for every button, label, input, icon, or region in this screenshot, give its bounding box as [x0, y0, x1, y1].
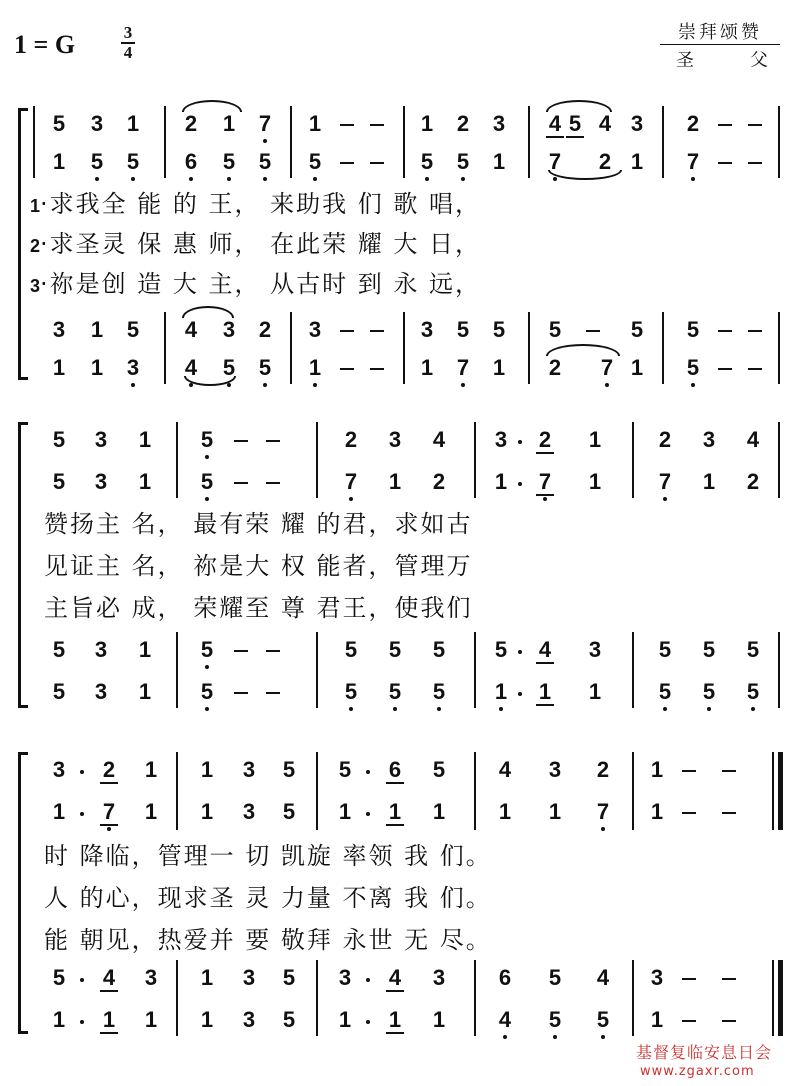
note: 6: [386, 758, 404, 784]
note: 1: [308, 111, 322, 136]
note: 3: [242, 1007, 256, 1032]
note: 3: [630, 111, 644, 136]
hold-dash: [748, 124, 762, 126]
final-barline-thick: [778, 960, 783, 1036]
note: 5: [282, 799, 296, 824]
note: 3: [94, 469, 108, 494]
lyric-line: 3·祢是创 造 大 主， 从古时 到 永 远，: [30, 270, 482, 298]
hold-dash: [722, 978, 736, 980]
note: 5: [630, 317, 644, 342]
barline: [474, 422, 476, 498]
note: 3: [420, 317, 434, 342]
note: 2: [100, 758, 118, 784]
note: 5: [52, 111, 66, 136]
note: 1: [548, 799, 562, 824]
note: 1: [52, 149, 66, 174]
note: 2: [258, 317, 272, 342]
note: 5: [546, 1008, 564, 1032]
note: 2: [548, 355, 562, 380]
note: 5: [198, 470, 216, 494]
brace-cap-bottom: [18, 1031, 28, 1034]
note: 4: [182, 356, 200, 380]
note: 3: [52, 757, 66, 782]
hold-dash: [266, 650, 280, 652]
note: 3: [702, 427, 716, 452]
note: 1: [702, 469, 716, 494]
system-brace: [18, 108, 21, 380]
note: 1: [338, 799, 352, 824]
note: 1: [138, 637, 152, 662]
note: 1: [650, 757, 664, 782]
note: 6: [498, 965, 512, 990]
note: 3: [124, 356, 142, 380]
verse-number: 3: [30, 276, 41, 296]
barline: [632, 422, 634, 498]
hold-dash: [340, 368, 354, 370]
note: 5: [198, 638, 216, 662]
note: 4: [100, 966, 118, 992]
brace-cap-bottom: [18, 705, 28, 708]
note: 3: [338, 965, 352, 990]
final-barline-thick: [778, 752, 783, 830]
note: 5: [52, 679, 66, 704]
note: 4: [432, 427, 446, 452]
note: 1: [100, 1008, 118, 1034]
note: 5: [388, 637, 402, 662]
note: 4: [498, 757, 512, 782]
note: 5: [282, 1007, 296, 1032]
barline: [164, 106, 166, 178]
note: 5: [344, 637, 358, 662]
note: 1: [432, 1007, 446, 1032]
note: 3: [588, 637, 602, 662]
note: 5: [198, 680, 216, 704]
note: 2: [686, 111, 700, 136]
lyric-text: 求我全 能 的 王， 来助我 们 歌 唱，: [49, 190, 482, 218]
barline: [778, 312, 780, 384]
hold-dash: [370, 330, 384, 332]
note: 2: [746, 469, 760, 494]
note: 3: [94, 679, 108, 704]
note: 1: [420, 355, 434, 380]
hold-dash: [234, 440, 248, 442]
note: 1: [52, 799, 66, 824]
brace-cap-top: [18, 422, 28, 425]
lyric-line: 2·求圣灵 保 惠 师， 在此荣 耀 大 日，: [30, 230, 482, 258]
note: 2: [344, 427, 358, 452]
barline: [316, 960, 318, 1036]
augmentation-dot: [366, 978, 370, 982]
note: 5: [52, 427, 66, 452]
barline: [403, 312, 405, 384]
note: 5: [700, 680, 718, 704]
note: 1: [388, 469, 402, 494]
time-signature-top: 3: [123, 23, 133, 42]
note: 3: [492, 111, 506, 136]
note: 2: [432, 469, 446, 494]
note: 5: [52, 469, 66, 494]
note: 5: [566, 112, 584, 138]
hold-dash: [722, 812, 736, 814]
note: 4: [546, 112, 564, 138]
note: 3: [242, 799, 256, 824]
note: 1: [588, 469, 602, 494]
note: 5: [220, 356, 238, 380]
note: 3: [308, 317, 322, 342]
hold-dash: [682, 812, 696, 814]
note: 5: [124, 150, 142, 174]
note: 5: [684, 356, 702, 380]
hold-dash: [718, 162, 732, 164]
note: 1: [492, 355, 506, 380]
note: 5: [432, 637, 446, 662]
hold-dash: [722, 1020, 736, 1022]
hold-dash: [370, 124, 384, 126]
augmentation-dot: [518, 692, 522, 696]
note: 3: [432, 965, 446, 990]
barline: [778, 422, 780, 498]
system-brace: [18, 422, 21, 708]
note: 3: [242, 757, 256, 782]
lyric-line: 人 的心，现求圣 灵 力量 不离 我 们。: [44, 884, 492, 912]
note: 1: [90, 355, 104, 380]
barline: [528, 312, 530, 384]
note: 2: [658, 427, 672, 452]
note: 5: [702, 637, 716, 662]
barline: [316, 752, 318, 830]
note: 5: [658, 637, 672, 662]
note: 5: [256, 356, 274, 380]
note: 4: [386, 966, 404, 992]
verse-number: 1: [30, 196, 41, 216]
barline: [662, 312, 664, 384]
note: 5: [386, 680, 404, 704]
note: 1: [650, 1007, 664, 1032]
note: 7: [598, 356, 616, 380]
barline: [176, 752, 178, 830]
barline: [632, 960, 634, 1036]
barline: [33, 106, 35, 178]
key-signature: 1 = G: [14, 30, 76, 59]
barline: [632, 752, 634, 830]
time-signature-bottom: 4: [123, 43, 133, 62]
augmentation-dot: [366, 770, 370, 774]
note: 1: [492, 149, 506, 174]
lyric-line: 主旨必 成， 荣耀至 尊 君王，使我们: [44, 594, 473, 622]
note: 1: [588, 427, 602, 452]
note: 1: [52, 355, 66, 380]
note: 1: [144, 757, 158, 782]
hold-dash: [586, 330, 600, 332]
lyric-line: 时 降临，管理一 切 凯旋 率领 我 们。: [44, 842, 492, 870]
brace-cap-top: [18, 108, 28, 111]
barline: [403, 106, 405, 178]
note: 3: [144, 965, 158, 990]
note: 1: [90, 317, 104, 342]
subtitle-right: 父: [750, 50, 768, 71]
note: 2: [184, 111, 198, 136]
note: 7: [684, 150, 702, 174]
note: 1: [498, 799, 512, 824]
note: 1: [338, 1007, 352, 1032]
hold-dash: [370, 162, 384, 164]
note: 4: [598, 111, 612, 136]
note: 6: [182, 150, 200, 174]
note: 5: [454, 150, 472, 174]
augmentation-dot: [518, 482, 522, 486]
barline: [778, 632, 780, 708]
hold-dash: [748, 368, 762, 370]
note: 4: [596, 965, 610, 990]
note: 5: [256, 150, 274, 174]
barline: [474, 752, 476, 830]
note: 5: [456, 317, 470, 342]
hold-dash: [234, 692, 248, 694]
note: 4: [746, 427, 760, 452]
note: 4: [496, 1008, 514, 1032]
note: 5: [88, 150, 106, 174]
note: 5: [52, 637, 66, 662]
note: 3: [242, 965, 256, 990]
augmentation-dot: [366, 812, 370, 816]
note: 5: [282, 757, 296, 782]
note: 3: [222, 317, 236, 342]
note: 4: [184, 317, 198, 342]
augmentation-dot: [518, 650, 522, 654]
note: 3: [548, 757, 562, 782]
note: 5: [338, 757, 352, 782]
hold-dash: [370, 368, 384, 370]
barline: [662, 106, 664, 178]
hold-dash: [234, 482, 248, 484]
note: 1: [536, 680, 554, 706]
note: 5: [548, 317, 562, 342]
note: 1: [126, 111, 140, 136]
note: 7: [594, 800, 612, 824]
note: 1: [138, 427, 152, 452]
note: 1: [630, 149, 644, 174]
note: 1: [630, 355, 644, 380]
barline: [528, 106, 530, 178]
note: 3: [94, 427, 108, 452]
note: 3: [94, 637, 108, 662]
augmentation-dot: [80, 812, 84, 816]
note: 1: [138, 679, 152, 704]
note: 1: [420, 111, 434, 136]
note: 5: [342, 680, 360, 704]
lyric-line: 赞扬主 名， 最有荣 耀 的君，求如古: [44, 510, 473, 538]
note: 5: [430, 680, 448, 704]
note: 7: [546, 150, 564, 174]
barline: [474, 632, 476, 708]
hold-dash: [340, 162, 354, 164]
lyric-line: 能 朝见，热爱并 要 敬拜 永世 无 尽。: [44, 926, 492, 954]
augmentation-dot: [80, 978, 84, 982]
barline: [632, 632, 634, 708]
final-barline-thin: [772, 752, 774, 830]
subtitle-left: 圣: [676, 50, 694, 71]
hold-dash: [340, 330, 354, 332]
brace-cap-top: [18, 752, 28, 755]
hold-dash: [682, 978, 696, 980]
hold-dash: [748, 162, 762, 164]
note: 5: [686, 317, 700, 342]
note: 7: [100, 800, 118, 826]
note: 2: [536, 428, 554, 454]
note: 7: [454, 356, 472, 380]
note: 1: [200, 1007, 214, 1032]
note: 5: [282, 965, 296, 990]
barline: [778, 106, 780, 178]
note: 1: [386, 1008, 404, 1034]
note: 3: [494, 427, 508, 452]
note: 1: [138, 469, 152, 494]
note: 1: [52, 1007, 66, 1032]
barline: [164, 312, 166, 384]
note: 1: [200, 965, 214, 990]
note: 5: [492, 317, 506, 342]
augmentation-dot: [518, 440, 522, 444]
note: 5: [198, 428, 216, 452]
note: 5: [220, 150, 238, 174]
hold-dash: [718, 368, 732, 370]
hold-dash: [682, 1020, 696, 1022]
hold-dash: [266, 482, 280, 484]
system-brace: [18, 752, 21, 1034]
note: 7: [256, 112, 274, 136]
lyric-line: 1·求我全 能 的 王， 来助我 们 歌 唱，: [30, 190, 482, 218]
note: 5: [494, 637, 508, 662]
barline: [290, 312, 292, 384]
note: 1: [222, 111, 236, 136]
note: 4: [536, 638, 554, 664]
note: 7: [536, 470, 554, 496]
note: 1: [492, 680, 510, 704]
note: 5: [306, 150, 324, 174]
note: 5: [432, 757, 446, 782]
note: 3: [90, 111, 104, 136]
note: 1: [144, 1007, 158, 1032]
hold-dash: [718, 330, 732, 332]
barline: [316, 422, 318, 498]
note: 5: [52, 965, 66, 990]
brace-cap-bottom: [18, 377, 28, 380]
barline: [474, 960, 476, 1036]
note: 2: [596, 757, 610, 782]
category-title: 崇拜颂赞: [678, 22, 762, 43]
final-barline-thin: [772, 960, 774, 1036]
lyric-text: 求圣灵 保 惠 师， 在此荣 耀 大 日，: [49, 230, 482, 258]
note: 5: [548, 965, 562, 990]
hold-dash: [682, 770, 696, 772]
note: 5: [594, 1008, 612, 1032]
note: 1: [306, 356, 324, 380]
note: 2: [598, 149, 612, 174]
note: 5: [126, 317, 140, 342]
hold-dash: [266, 440, 280, 442]
lyric-text: 祢是创 造 大 主， 从古时 到 永 远，: [49, 270, 482, 298]
note: 5: [656, 680, 674, 704]
barline: [290, 106, 292, 178]
note: 5: [744, 680, 762, 704]
note: 1: [144, 799, 158, 824]
hold-dash: [340, 124, 354, 126]
time-signature: [120, 24, 136, 62]
note: 1: [386, 800, 404, 826]
augmentation-dot: [80, 1020, 84, 1024]
augmentation-dot: [80, 770, 84, 774]
note: 1: [432, 799, 446, 824]
watermark-title: 基督复临安息日会: [636, 1043, 773, 1062]
barline: [176, 960, 178, 1036]
watermark-url: www.zgaxr.com: [640, 1064, 755, 1079]
barline: [176, 632, 178, 708]
note: 7: [342, 470, 360, 494]
barline: [316, 632, 318, 708]
category-divider: [660, 44, 780, 45]
hold-dash: [266, 692, 280, 694]
note: 5: [418, 150, 436, 174]
note: 5: [746, 637, 760, 662]
note: 3: [388, 427, 402, 452]
note: 1: [650, 799, 664, 824]
note: 1: [200, 799, 214, 824]
verse-number: 2: [30, 236, 41, 256]
augmentation-dot: [366, 1020, 370, 1024]
note: 1: [494, 469, 508, 494]
hold-dash: [748, 330, 762, 332]
lyric-line: 见证主 名， 祢是大 权 能者，管理万: [44, 552, 473, 580]
hold-dash: [718, 124, 732, 126]
barline: [176, 422, 178, 498]
note: 3: [650, 965, 664, 990]
hold-dash: [234, 650, 248, 652]
hold-dash: [722, 770, 736, 772]
note: 2: [456, 111, 470, 136]
note: 3: [52, 317, 66, 342]
note: 7: [656, 470, 674, 494]
note: 1: [588, 679, 602, 704]
note: 1: [200, 757, 214, 782]
